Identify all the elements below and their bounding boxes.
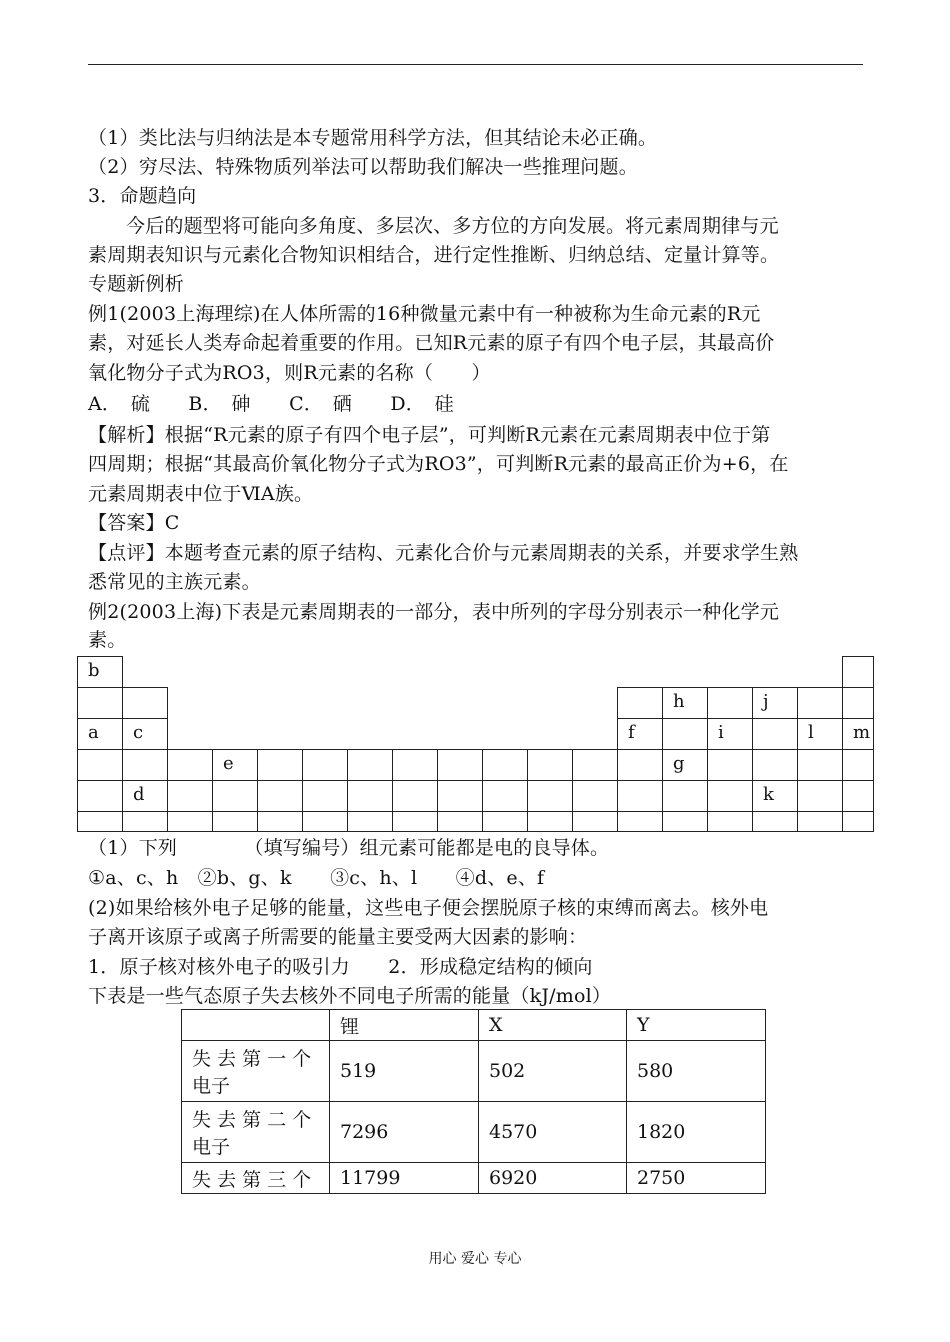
- periodic-cell: [212, 811, 258, 832]
- text-line: 素，对延长人类寿命起着重要的作用。已知R元素的原子有四个电子层，其最高价: [88, 332, 775, 354]
- periodic-cell: [797, 687, 843, 719]
- periodic-cell: [392, 749, 438, 781]
- row-label-line1: 失 去 第 二 个: [192, 1109, 312, 1131]
- text-line: 今后的题型将可能向多角度、多层次、多方位的方向发展。将元素周期律与元: [126, 215, 779, 237]
- text-line: 元素周期表中位于ⅥA族。: [88, 483, 314, 505]
- answer-line: 【答案】C: [88, 512, 180, 534]
- periodic-cell: [662, 749, 708, 781]
- text-line: (2)如果给核外电子足够的能量，这些电子便会摆脱原子核的束缚而离去。核外电: [88, 897, 769, 919]
- element-letter: d: [133, 784, 145, 805]
- periodic-cell: [842, 749, 874, 781]
- periodic-cell: [77, 811, 123, 832]
- periodic-cell: [752, 749, 798, 781]
- periodic-cell: [752, 687, 798, 719]
- periodic-cell: [482, 811, 528, 832]
- periodic-cell: [842, 656, 874, 688]
- row-label: [182, 1163, 330, 1194]
- text-line: 四周期；根据“其最高价氧化物分子式为RO3”，可判断R元素的最高正价为+6，在: [88, 453, 789, 475]
- periodic-cell: [437, 811, 483, 832]
- periodic-cell: [212, 780, 258, 812]
- text-line: （2）穷尽法、特殊物质列举法可以帮助我们解决一些推理问题。: [88, 156, 638, 178]
- text-line: 子离开该原子或离子所需要的能量主要受两大因素的影响：: [88, 926, 588, 948]
- periodic-cell: [167, 749, 213, 781]
- periodic-cell: [437, 749, 483, 781]
- periodic-cell: [527, 780, 573, 812]
- text-line: 例2(2003上海)下表是元素周期表的一部分，表中所列的字母分别表示一种化学元: [88, 601, 780, 623]
- periodic-cell: [797, 811, 843, 832]
- value-cell: 1820: [627, 1102, 766, 1163]
- periodic-cell: [617, 749, 663, 781]
- value-cell: 502: [479, 1041, 627, 1102]
- section-heading: 专题新例析: [88, 273, 185, 295]
- row-label: [182, 1102, 330, 1163]
- text-line: 悉常见的主族元素。: [88, 571, 261, 593]
- periodic-cell: [77, 749, 123, 781]
- value-cell: 580: [627, 1041, 766, 1102]
- answer-options: A． 硫 B． 砷 C． 硒 D． 硅: [88, 393, 454, 415]
- periodic-cell: [482, 749, 528, 781]
- periodic-cell: [797, 749, 843, 781]
- element-letter: j: [763, 691, 769, 712]
- periodic-cell: [302, 811, 348, 832]
- periodic-cell: [662, 811, 708, 832]
- element-letter: b: [88, 660, 100, 681]
- periodic-cell: [662, 718, 708, 750]
- element-letter: c: [133, 722, 144, 743]
- periodic-cell: [77, 780, 123, 812]
- row-label-line2: 电子: [192, 1075, 231, 1097]
- element-letter: m: [853, 722, 871, 743]
- periodic-cell: [122, 749, 168, 781]
- periodic-cell: [302, 749, 348, 781]
- periodic-cell: [842, 687, 874, 719]
- text-line: 素。: [88, 629, 127, 651]
- element-letter: e: [223, 753, 234, 774]
- header-rule: [88, 64, 863, 65]
- periodic-cell: [617, 811, 663, 832]
- text-line: 【点评】本题考查元素的原子结构、元素化合价与元素周期表的关系，并要求学生熟: [88, 542, 799, 564]
- periodic-cell: [752, 780, 798, 812]
- periodic-cell: [212, 749, 258, 781]
- choice-line: ①a、c、h ②b、g、k ③c、h、l ④d、e、f: [88, 867, 545, 889]
- element-letter: f: [628, 722, 635, 743]
- periodic-cell: [392, 811, 438, 832]
- periodic-cell: [392, 780, 438, 812]
- value-cell: 519: [330, 1041, 479, 1102]
- row-label-line2: 电子: [192, 1136, 231, 1158]
- element-letter: k: [763, 784, 774, 805]
- text-line: （1）类比法与归纳法是本专题常用科学方法，但其结论未必正确。: [88, 127, 658, 149]
- periodic-cell: [707, 811, 753, 832]
- periodic-cell: [437, 780, 483, 812]
- periodic-cell: [707, 780, 753, 812]
- text-line: 例1(2003上海理综)在人体所需的16种微量元素中有一种被称为生命元素的R元: [88, 303, 761, 325]
- periodic-cell: [302, 780, 348, 812]
- periodic-cell: [617, 687, 663, 719]
- value-cell: 11799: [330, 1163, 479, 1194]
- header-cell: X: [479, 1010, 627, 1041]
- periodic-cell: [527, 749, 573, 781]
- value-cell: 4570: [479, 1102, 627, 1163]
- element-letter: g: [673, 753, 685, 774]
- periodic-cell: [617, 780, 663, 812]
- value-cell: 6920: [479, 1163, 627, 1194]
- periodic-cell: [77, 687, 123, 719]
- page-footer: 用心 爱心 专心: [428, 1251, 522, 1267]
- periodic-cell: [482, 780, 528, 812]
- periodic-cell: [257, 811, 303, 832]
- row-label-line1: 失 去 第 一 个: [192, 1048, 312, 1070]
- periodic-cell: [77, 656, 123, 688]
- element-letter: a: [88, 722, 99, 743]
- periodic-cell: [572, 749, 618, 781]
- element-letter: l: [808, 722, 814, 743]
- periodic-cell: [122, 687, 168, 719]
- periodic-cell: [707, 718, 753, 750]
- periodic-cell: [167, 780, 213, 812]
- periodic-cell: [122, 780, 168, 812]
- element-letter: h: [673, 691, 685, 712]
- periodic-cell: [572, 780, 618, 812]
- periodic-cell: [122, 718, 168, 750]
- periodic-cell: [797, 718, 843, 750]
- text-line: 氧化物分子式为RO3，则R元素的名称（ ）: [88, 362, 491, 384]
- periodic-cell: [572, 811, 618, 832]
- value-cell: 2750: [627, 1163, 766, 1194]
- periodic-cell: [842, 718, 874, 750]
- periodic-cell: [527, 811, 573, 832]
- header-cell: Y: [627, 1010, 766, 1041]
- periodic-cell: [752, 811, 798, 832]
- periodic-cell: [797, 780, 843, 812]
- periodic-cell: [347, 749, 393, 781]
- periodic-cell: [662, 687, 708, 719]
- periodic-cell: [842, 780, 874, 812]
- periodic-cell: [257, 780, 303, 812]
- text-line: 1．原子核对核外电子的吸引力 2．形成稳定结构的倾向: [88, 956, 593, 978]
- periodic-cell: [707, 749, 753, 781]
- periodic-cell: [122, 811, 168, 832]
- periodic-cell: [77, 718, 123, 750]
- periodic-cell: [347, 780, 393, 812]
- periodic-cell: [617, 718, 663, 750]
- periodic-cell: [662, 780, 708, 812]
- periodic-cell: [752, 718, 798, 750]
- text-line: 【解析】根据“R元素的原子有四个电子层”，可判断R元素在元素周期表中位于第: [88, 424, 771, 446]
- row-label: [182, 1041, 330, 1102]
- header-cell: [182, 1010, 330, 1041]
- header-cell: 锂: [330, 1010, 479, 1041]
- ionization-energy-table: [181, 1009, 766, 1194]
- periodic-cell: [167, 811, 213, 832]
- periodic-cell: [842, 811, 874, 832]
- value-cell: 7296: [330, 1102, 479, 1163]
- section-heading: 3．命题趋向: [88, 185, 197, 207]
- periodic-cell: [257, 749, 303, 781]
- text-line: （1）下列 （填写编号）组元素可能都是电的良导体。: [88, 837, 610, 859]
- periodic-cell: [707, 687, 753, 719]
- row-label-line1: 失 去 第 三 个: [192, 1168, 312, 1191]
- element-letter: i: [718, 722, 724, 743]
- text-line: 素周期表知识与元素化合物知识相结合，进行定性推断、归纳总结、定量计算等。: [88, 244, 780, 266]
- text-line: 下表是一些气态原子失去核外不同电子所需的能量（kJ/mol）: [88, 985, 612, 1007]
- periodic-cell: [347, 811, 393, 832]
